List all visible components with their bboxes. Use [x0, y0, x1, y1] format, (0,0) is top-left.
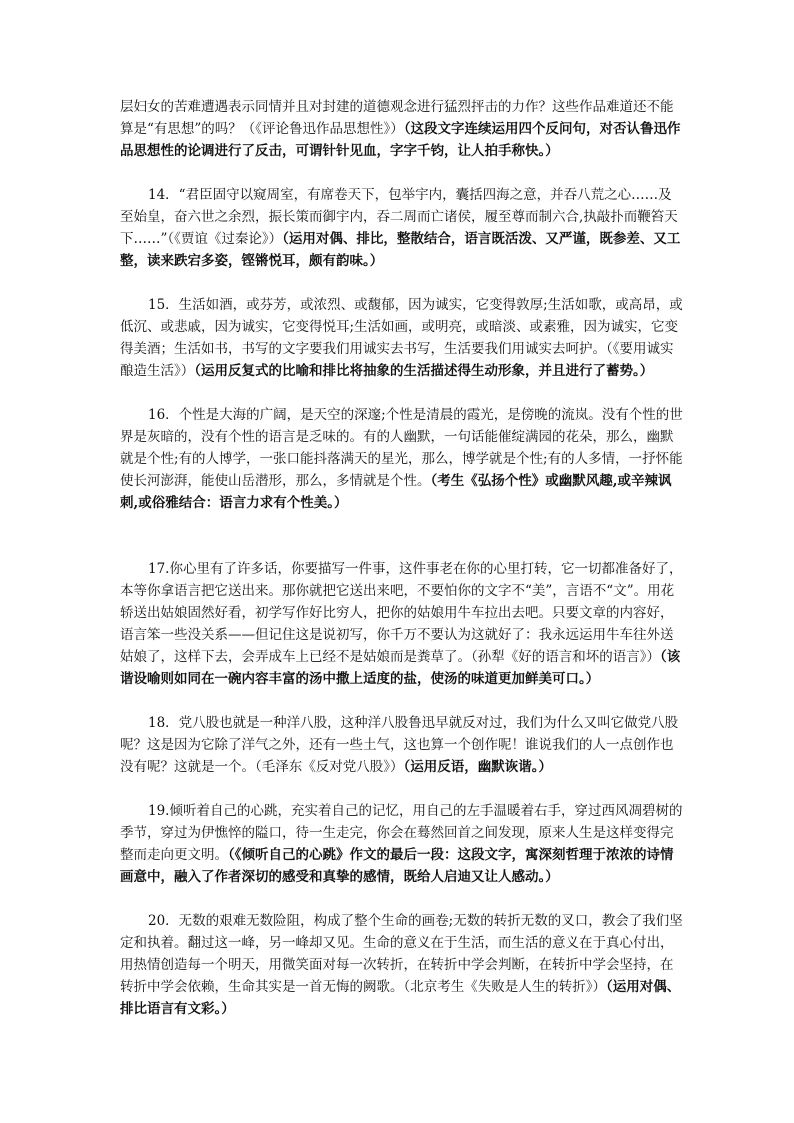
paragraph-16: [120, 404, 684, 514]
paragraph-note: （运用反复式的比喻和排比将抽象的生活描述得生动形象，并且进行了蓄势。）: [194, 363, 654, 379]
paragraph-spacer: [120, 690, 684, 712]
paragraph-17: [120, 558, 684, 690]
paragraph-note: （运用反语，幽默诙谐。）: [403, 759, 552, 775]
paragraph-spacer: [120, 778, 684, 800]
paragraph-19: [120, 800, 684, 888]
paragraph-note: （考生《弘扬个性》或幽默风趣,或辛辣讽刺,或俗雅结合：语言力求有个性美。）: [120, 473, 672, 511]
paragraph-14: [120, 184, 684, 272]
paragraph-body: 层妇女的苦难遭遇表示同情并且对封建的道德观念进行猛烈抨击的力作？这些作品难道还不能算是“有思想”的吗？（《评论鲁迅作品思想性》）: [120, 99, 674, 137]
paragraph-20: [120, 910, 684, 1020]
paragraph-body: 19.倾听着自己的心跳，充实着自己的记忆，用自己的左手温暖着右手，穿过西风凋碧树的季节，穿过为伊憔悴的隘口，待一生走完，你会在蓦然回首之间发现，原来人生是这样变得完整而走向更文明。: [120, 803, 683, 863]
paragraph-body: 15．生活如酒，或芬芳，或浓烈、或馥郁，因为诚实，它变得敦厚;生活如歌，或高昂，或低沉、或悲戚，因为诚实，它变得悦耳;生活如画，或明亮，或暗淡、或素雅，因为诚实，它变得美酒；生活如书，书写的文字要我们用诚实去书写，生活要我们用诚实去呵护。（《要用诚实酿造生活》）: [120, 297, 683, 379]
paragraph-body: 16．个性是大海的广阔，是天空的深邃;个性是清晨的霞光，是傍晚的流岚。没有个性的世界是灰暗的，没有个性的语言是乏味的。有的人幽默，一句话能催绽满园的花朵，那么，幽默就是个性;有的人博学，一张口能抖落满天的星光，那么，博学就是个性;有的人多情，一抒怀能使长河澎湃，能使山岳潜形，那么，多情就是个性。: [120, 407, 683, 489]
paragraph-body: 20．无数的艰难无数险阻，构成了整个生命的画卷;无数的转折无数的叉口，教会了我们坚定和执着。翻过这一峰，另一峰却又见。生命的意义在于生活，而生活的意义在于真心付出，用热情创造每一个明天，用微笑面对每一次转折，在转折中学会判断，在转折中学会坚持，在转折中学会依赖，生命其实是一首无悔的阙歌。（北京考生《失败是人生的转折》）: [120, 913, 683, 995]
paragraph-13: [120, 96, 684, 162]
paragraph-spacer: [120, 514, 684, 558]
paragraph-note: （运用对偶、排比，整散结合，语言既活泼、又严谨，既参差、又工整，读来跌宕多姿，铿锵悦耳，颇有韵味。）: [120, 231, 681, 269]
paragraph-body: 14．“君臣固守以窥周室，有席卷天下，包举宇内，囊括四海之意，并吞八荒之心……及至始皇，奋六世之余烈，振长策而御宇内，吞二周而亡诸侯，履至尊而制六合,执敲扑而鞭笞天下……”（《贾谊《过秦论》）: [120, 187, 678, 247]
paragraph-18: [120, 712, 684, 778]
paragraph-note: （《倾听自己的心跳》作文的最后一段：这段文字，寓深刻哲理于浓浓的诗情画意中，融入了作者深切的感受和真挚的感情，既给人启迪又让人感动。）: [120, 847, 674, 885]
paragraph-note: （这段文字连续运用四个反问句，对否认鲁迅作品思想性的论调进行了反击，可谓针针见血，字字千钧，让人拍手称快。）: [120, 121, 681, 159]
paragraph-body: 17.你心里有了许多话，你要描写一件事，这件事老在你的心里打转，它一切都准备好了，本等你拿语言把它送出来。那你就把它送出来吧，不要怕你的文字不“美”，言语不“文”。用花轿送出姑娘固然好看，初学写作好比穷人，把你的姑娘用牛车拉出去吧。只要文章的内容好，语言笨一些没关系——但记住这是说初写，你千万不要认为这就好了：我永远运用牛车往外送姑娘了，这样下去，会弄成车上已经不是姑娘而是粪草了。（孙犁《好的语言和坏的语言》）: [120, 561, 683, 665]
paragraph-body: 18．党八股也就是一种洋八股，这种洋八股鲁迅早就反对过，我们为什么又叫它做党八股呢？这是因为它除了洋气之外，还有一些土气，这也算一个创作呢！谁说我们的人一点创作也没有呢？这就是一个。（毛泽东《反对党八股》）: [120, 715, 679, 775]
paragraph-spacer: [120, 888, 684, 910]
paragraph-spacer: [120, 382, 684, 404]
paragraph-spacer: [120, 272, 684, 294]
paragraph-spacer: [120, 162, 684, 184]
paragraph-15: [120, 294, 684, 382]
document-page: [120, 96, 684, 1020]
paragraph-note: （运用对偶、排比语言有文彩。）: [120, 979, 681, 1017]
paragraph-note: （该谐设喻则如同在一碗内容丰富的汤中撒上适度的盐，使汤的味道更加鲜美可口。）: [120, 649, 681, 687]
